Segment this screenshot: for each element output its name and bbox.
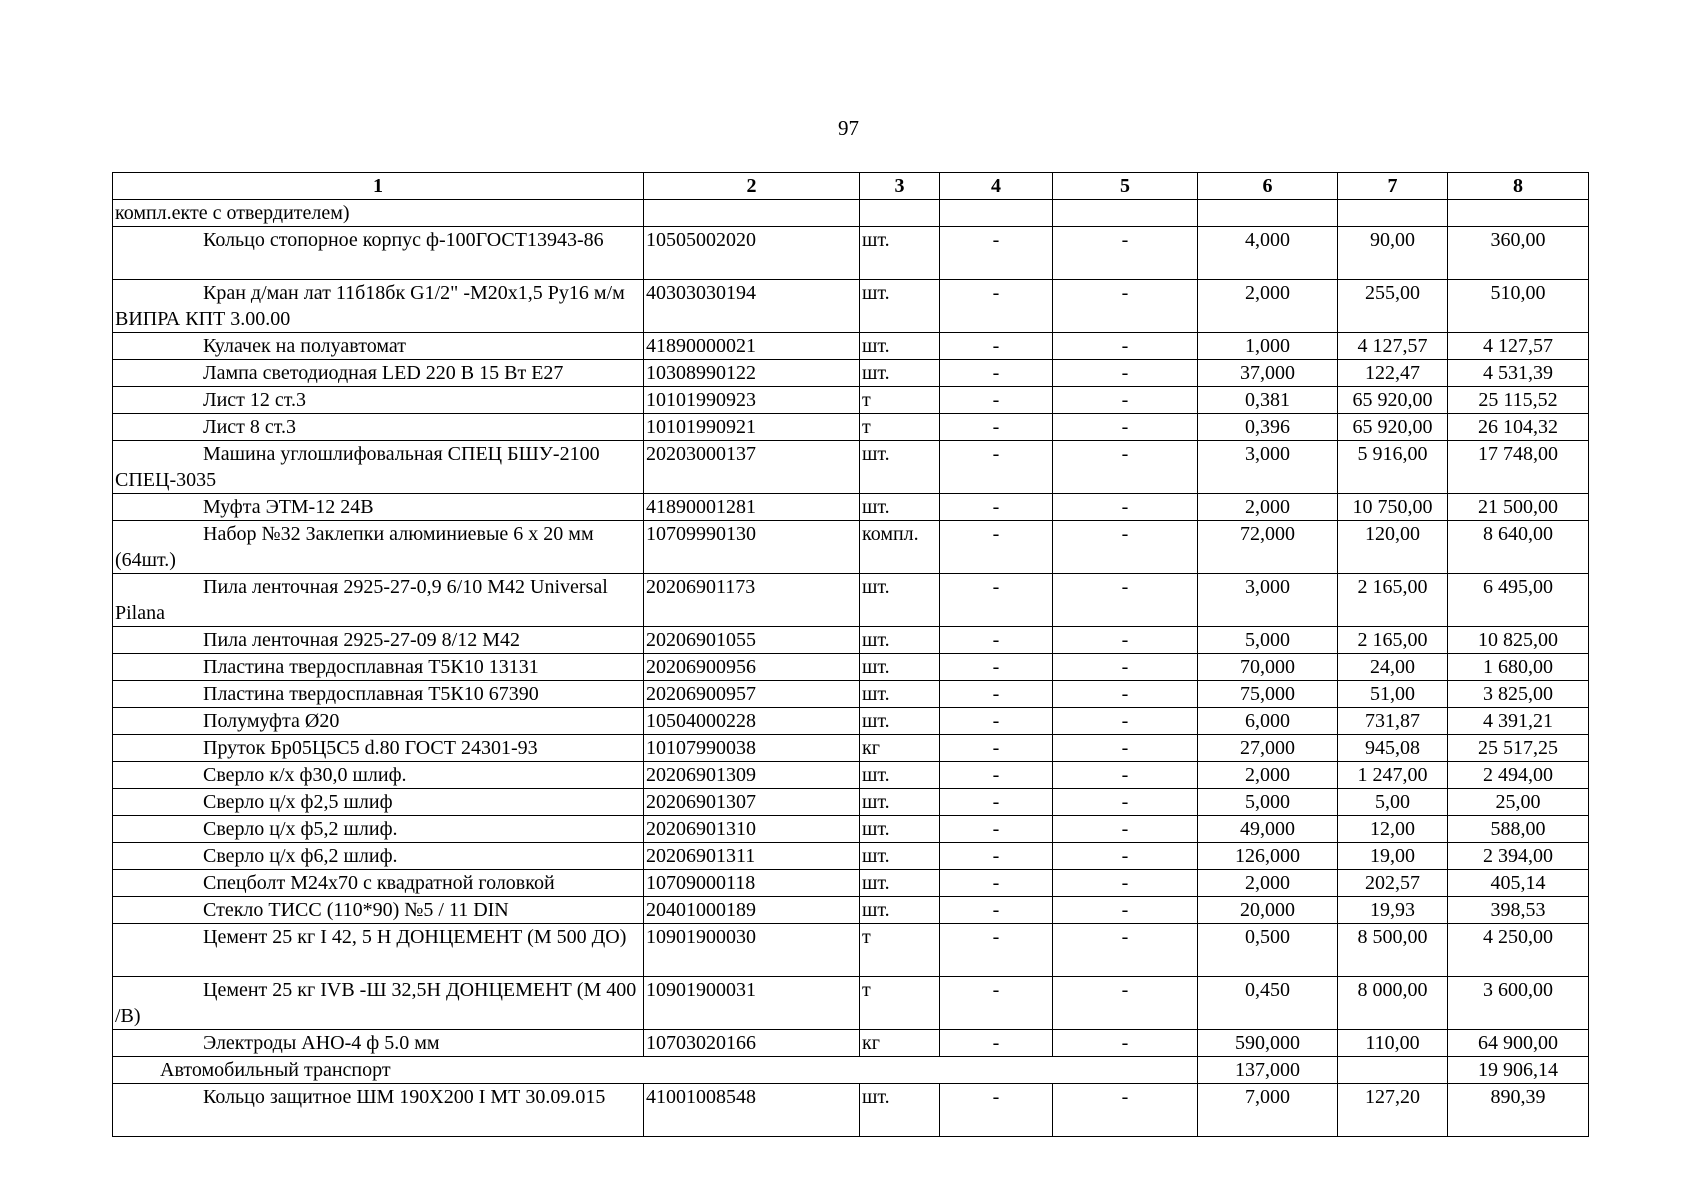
item-price: 5,00 bbox=[1338, 789, 1448, 816]
item-price: 65 920,00 bbox=[1338, 387, 1448, 414]
item-unit: кг bbox=[860, 1030, 940, 1057]
table-row bbox=[113, 280, 1589, 333]
item-sum: 64 900,00 bbox=[1448, 1030, 1589, 1057]
item-price: 10 750,00 bbox=[1338, 494, 1448, 521]
item-col4: - bbox=[940, 360, 1053, 387]
continuation-text: компл.екте с отвердителем) bbox=[113, 200, 644, 227]
item-price: 120,00 bbox=[1338, 521, 1448, 574]
item-unit: шт. bbox=[860, 227, 940, 280]
item-unit: шт. bbox=[860, 789, 940, 816]
item-qty: 126,000 bbox=[1198, 843, 1338, 870]
section-title bbox=[113, 1057, 1198, 1084]
item-price: 2 165,00 bbox=[1338, 574, 1448, 627]
item-sum: 17 748,00 bbox=[1448, 441, 1589, 494]
item-price: 12,00 bbox=[1338, 816, 1448, 843]
item-unit: шт. bbox=[860, 1084, 940, 1137]
item-unit: шт. bbox=[860, 870, 940, 897]
item-col5: - bbox=[1053, 924, 1198, 977]
item-name-text: Стекло ТИСС (110*90) №5 / 11 DIN bbox=[203, 899, 509, 921]
item-col5: - bbox=[1053, 654, 1198, 681]
column-header: 3 bbox=[860, 173, 940, 200]
item-code: 20206901307 bbox=[644, 789, 860, 816]
item-sum: 6 495,00 bbox=[1448, 574, 1589, 627]
item-name bbox=[113, 816, 644, 843]
table-row bbox=[113, 627, 1589, 654]
column-header: 5 bbox=[1053, 173, 1198, 200]
item-name-text: Кран д/ман лат 11б18бк G1/2" -М20х1,5 Ру16 м/м ВИПРА КПТ 3.00.00 bbox=[115, 282, 625, 330]
item-price: 8 500,00 bbox=[1338, 924, 1448, 977]
item-qty: 6,000 bbox=[1198, 708, 1338, 735]
item-sum: 588,00 bbox=[1448, 816, 1589, 843]
column-header: 7 bbox=[1338, 173, 1448, 200]
item-price: 19,00 bbox=[1338, 843, 1448, 870]
table-body bbox=[113, 200, 1589, 1137]
item-unit: т bbox=[860, 414, 940, 441]
item-qty: 20,000 bbox=[1198, 897, 1338, 924]
item-name bbox=[113, 441, 644, 494]
item-name bbox=[113, 708, 644, 735]
item-qty: 0,396 bbox=[1198, 414, 1338, 441]
item-price: 2 165,00 bbox=[1338, 627, 1448, 654]
item-code: 10504000228 bbox=[644, 708, 860, 735]
item-unit: шт. bbox=[860, 441, 940, 494]
item-qty: 1,000 bbox=[1198, 333, 1338, 360]
table-row bbox=[113, 333, 1589, 360]
item-name-text: Спецболт М24х70 с квадратной головкой bbox=[203, 872, 555, 894]
item-name bbox=[113, 789, 644, 816]
item-price: 122,47 bbox=[1338, 360, 1448, 387]
item-col4: - bbox=[940, 414, 1053, 441]
item-price: 24,00 bbox=[1338, 654, 1448, 681]
table-row bbox=[113, 494, 1589, 521]
page-number: 97 bbox=[838, 116, 859, 140]
item-sum: 510,00 bbox=[1448, 280, 1589, 333]
item-name-text: Пластина твердосплавная Т5К10 13131 bbox=[203, 656, 539, 678]
item-name bbox=[113, 924, 644, 977]
item-unit: шт. bbox=[860, 494, 940, 521]
item-col5: - bbox=[1053, 870, 1198, 897]
item-col5: - bbox=[1053, 441, 1198, 494]
column-header: 6 bbox=[1198, 173, 1338, 200]
item-name-text: Сверло к/х ф30,0 шлиф. bbox=[203, 764, 407, 786]
item-name bbox=[113, 360, 644, 387]
item-name-text: Машина углошлифовальная СПЕЦ БШУ-2100 СПЕЦ-3035 bbox=[115, 443, 600, 491]
item-code: 10107990038 bbox=[644, 735, 860, 762]
item-code: 41890001281 bbox=[644, 494, 860, 521]
table-row bbox=[113, 387, 1589, 414]
item-qty: 2,000 bbox=[1198, 494, 1338, 521]
item-col5: - bbox=[1053, 494, 1198, 521]
table-row bbox=[113, 654, 1589, 681]
item-name bbox=[113, 494, 644, 521]
item-unit: т bbox=[860, 924, 940, 977]
item-price: 51,00 bbox=[1338, 681, 1448, 708]
item-unit: т bbox=[860, 977, 940, 1030]
item-name bbox=[113, 762, 644, 789]
item-unit: компл. bbox=[860, 521, 940, 574]
item-sum: 4 127,57 bbox=[1448, 333, 1589, 360]
header-row bbox=[113, 173, 1589, 200]
table-row bbox=[113, 360, 1589, 387]
item-col4: - bbox=[940, 1030, 1053, 1057]
item-name bbox=[113, 681, 644, 708]
item-col4: - bbox=[940, 762, 1053, 789]
item-unit: шт. bbox=[860, 627, 940, 654]
table-row bbox=[113, 789, 1589, 816]
item-col5: - bbox=[1053, 360, 1198, 387]
item-code: 20206901173 bbox=[644, 574, 860, 627]
item-col5: - bbox=[1053, 387, 1198, 414]
item-price: 202,57 bbox=[1338, 870, 1448, 897]
item-code: 40303030194 bbox=[644, 280, 860, 333]
item-qty: 70,000 bbox=[1198, 654, 1338, 681]
table-row bbox=[113, 762, 1589, 789]
section-row bbox=[113, 1057, 1589, 1084]
item-name bbox=[113, 654, 644, 681]
table-row bbox=[113, 414, 1589, 441]
item-col5: - bbox=[1053, 816, 1198, 843]
item-price: 8 000,00 bbox=[1338, 977, 1448, 1030]
column-header: 1 bbox=[113, 173, 644, 200]
item-name bbox=[113, 387, 644, 414]
item-col5: - bbox=[1053, 977, 1198, 1030]
item-col4: - bbox=[940, 735, 1053, 762]
table-row bbox=[113, 816, 1589, 843]
item-name-text: Пруток Бр05Ц5С5 d.80 ГОСТ 24301-93 bbox=[203, 737, 538, 759]
item-price: 65 920,00 bbox=[1338, 414, 1448, 441]
item-code: 20203000137 bbox=[644, 441, 860, 494]
item-unit: шт. bbox=[860, 574, 940, 627]
item-code: 10505002020 bbox=[644, 227, 860, 280]
item-qty: 2,000 bbox=[1198, 280, 1338, 333]
item-name bbox=[113, 735, 644, 762]
item-col4: - bbox=[940, 333, 1053, 360]
item-sum: 4 391,21 bbox=[1448, 708, 1589, 735]
item-qty: 0,500 bbox=[1198, 924, 1338, 977]
item-code: 10901900030 bbox=[644, 924, 860, 977]
item-qty: 72,000 bbox=[1198, 521, 1338, 574]
item-name bbox=[113, 333, 644, 360]
table-row bbox=[113, 521, 1589, 574]
item-name-text: Пластина твердосплавная Т5К10 67390 bbox=[203, 683, 539, 705]
item-price: 945,08 bbox=[1338, 735, 1448, 762]
item-col4: - bbox=[940, 227, 1053, 280]
item-col4: - bbox=[940, 441, 1053, 494]
item-unit: шт. bbox=[860, 843, 940, 870]
item-price: 1 247,00 bbox=[1338, 762, 1448, 789]
item-col5: - bbox=[1053, 735, 1198, 762]
item-name-text: Цемент 25 кг IVB -Ш 32,5Н ДОНЦЕМЕНТ (М 400 /В) bbox=[115, 979, 637, 1027]
item-sum: 4 250,00 bbox=[1448, 924, 1589, 977]
item-sum: 3 600,00 bbox=[1448, 977, 1589, 1030]
item-col4: - bbox=[940, 789, 1053, 816]
item-code: 10709000118 bbox=[644, 870, 860, 897]
table-row bbox=[113, 441, 1589, 494]
item-col5: - bbox=[1053, 414, 1198, 441]
item-code: 20206901310 bbox=[644, 816, 860, 843]
item-qty: 5,000 bbox=[1198, 789, 1338, 816]
item-unit: шт. bbox=[860, 816, 940, 843]
item-name-text: Сверло ц/х ф6,2 шлиф. bbox=[203, 845, 398, 867]
item-price: 4 127,57 bbox=[1338, 333, 1448, 360]
item-sum: 26 104,32 bbox=[1448, 414, 1589, 441]
item-qty: 0,450 bbox=[1198, 977, 1338, 1030]
item-code: 10101990921 bbox=[644, 414, 860, 441]
item-unit: шт. bbox=[860, 654, 940, 681]
item-name bbox=[113, 870, 644, 897]
item-col5: - bbox=[1053, 1084, 1198, 1137]
item-name-text: Набор №32 Заклепки алюминиевые 6 х 20 мм (64шт.) bbox=[115, 523, 594, 571]
table-row bbox=[113, 897, 1589, 924]
item-sum: 3 825,00 bbox=[1448, 681, 1589, 708]
continuation-row bbox=[113, 200, 1589, 227]
item-col5: - bbox=[1053, 1030, 1198, 1057]
column-header: 2 bbox=[644, 173, 860, 200]
section-price bbox=[1338, 1057, 1448, 1084]
item-code: 10709990130 bbox=[644, 521, 860, 574]
column-header: 8 bbox=[1448, 173, 1589, 200]
item-name-text: Кольцо защитное ШМ 190Х200 I МТ 30.09.015 bbox=[203, 1086, 606, 1108]
item-qty: 2,000 bbox=[1198, 870, 1338, 897]
item-unit: кг bbox=[860, 735, 940, 762]
item-name bbox=[113, 414, 644, 441]
item-unit: шт. bbox=[860, 708, 940, 735]
item-sum: 25 517,25 bbox=[1448, 735, 1589, 762]
item-name-text: Лист 8 ст.3 bbox=[203, 416, 296, 438]
item-code: 20206900956 bbox=[644, 654, 860, 681]
item-col4: - bbox=[940, 521, 1053, 574]
item-code: 20206901309 bbox=[644, 762, 860, 789]
section-qty: 137,000 bbox=[1198, 1057, 1338, 1084]
item-name bbox=[113, 1084, 644, 1137]
item-col5: - bbox=[1053, 843, 1198, 870]
item-qty: 4,000 bbox=[1198, 227, 1338, 280]
item-sum: 2 394,00 bbox=[1448, 843, 1589, 870]
item-code: 41001008548 bbox=[644, 1084, 860, 1137]
item-col5: - bbox=[1053, 708, 1198, 735]
item-code: 10101990923 bbox=[644, 387, 860, 414]
table-row bbox=[113, 870, 1589, 897]
item-price: 127,20 bbox=[1338, 1084, 1448, 1137]
item-qty: 590,000 bbox=[1198, 1030, 1338, 1057]
item-name bbox=[113, 897, 644, 924]
table-row bbox=[113, 574, 1589, 627]
item-col5: - bbox=[1053, 521, 1198, 574]
item-col4: - bbox=[940, 870, 1053, 897]
item-unit: шт. bbox=[860, 333, 940, 360]
item-unit: т bbox=[860, 387, 940, 414]
item-name-text: Сверло ц/х ф2,5 шлиф bbox=[203, 791, 393, 813]
item-col4: - bbox=[940, 494, 1053, 521]
item-code: 20206901311 bbox=[644, 843, 860, 870]
item-sum: 4 531,39 bbox=[1448, 360, 1589, 387]
item-col4: - bbox=[940, 708, 1053, 735]
item-price: 19,93 bbox=[1338, 897, 1448, 924]
table-row bbox=[113, 227, 1589, 280]
item-code: 10901900031 bbox=[644, 977, 860, 1030]
item-price: 731,87 bbox=[1338, 708, 1448, 735]
item-name bbox=[113, 574, 644, 627]
item-col4: - bbox=[940, 627, 1053, 654]
table-row bbox=[113, 735, 1589, 762]
item-name bbox=[113, 843, 644, 870]
table-row bbox=[113, 708, 1589, 735]
item-name bbox=[113, 280, 644, 333]
item-qty: 75,000 bbox=[1198, 681, 1338, 708]
table-row bbox=[113, 1030, 1589, 1057]
item-sum: 405,14 bbox=[1448, 870, 1589, 897]
item-sum: 360,00 bbox=[1448, 227, 1589, 280]
item-name-text: Пила ленточная 2925-27-09 8/12 М42 bbox=[203, 629, 521, 651]
item-col4: - bbox=[940, 816, 1053, 843]
items-table bbox=[112, 172, 1589, 1137]
section-title-text: Автомобильный транспорт bbox=[160, 1059, 391, 1081]
item-col5: - bbox=[1053, 627, 1198, 654]
item-sum: 2 494,00 bbox=[1448, 762, 1589, 789]
item-sum: 25 115,52 bbox=[1448, 387, 1589, 414]
item-unit: шт. bbox=[860, 360, 940, 387]
item-qty: 3,000 bbox=[1198, 441, 1338, 494]
item-name-text: Муфта ЭТМ-12 24В bbox=[203, 496, 374, 518]
item-price: 255,00 bbox=[1338, 280, 1448, 333]
item-qty: 0,381 bbox=[1198, 387, 1338, 414]
item-sum: 8 640,00 bbox=[1448, 521, 1589, 574]
item-col4: - bbox=[940, 387, 1053, 414]
item-col4: - bbox=[940, 977, 1053, 1030]
item-unit: шт. bbox=[860, 681, 940, 708]
item-qty: 3,000 bbox=[1198, 574, 1338, 627]
item-qty: 2,000 bbox=[1198, 762, 1338, 789]
item-qty: 27,000 bbox=[1198, 735, 1338, 762]
item-code: 10308990122 bbox=[644, 360, 860, 387]
item-col5: - bbox=[1053, 762, 1198, 789]
item-col4: - bbox=[940, 280, 1053, 333]
item-col4: - bbox=[940, 681, 1053, 708]
item-col4: - bbox=[940, 924, 1053, 977]
item-col5: - bbox=[1053, 333, 1198, 360]
table-row bbox=[113, 843, 1589, 870]
item-col5: - bbox=[1053, 789, 1198, 816]
item-col5: - bbox=[1053, 574, 1198, 627]
item-code: 20401000189 bbox=[644, 897, 860, 924]
item-price: 90,00 bbox=[1338, 227, 1448, 280]
item-code: 10703020166 bbox=[644, 1030, 860, 1057]
item-sum: 1 680,00 bbox=[1448, 654, 1589, 681]
item-sum: 21 500,00 bbox=[1448, 494, 1589, 521]
item-price: 110,00 bbox=[1338, 1030, 1448, 1057]
item-col5: - bbox=[1053, 280, 1198, 333]
item-name-text: Лампа светодиодная LED 220 В 15 Вт Е27 bbox=[203, 362, 564, 384]
item-name-text: Пила ленточная 2925-27-0,9 6/10 М42 Universal Pilana bbox=[115, 576, 608, 624]
table-row bbox=[113, 977, 1589, 1030]
item-qty: 5,000 bbox=[1198, 627, 1338, 654]
item-name bbox=[113, 1030, 644, 1057]
item-price: 5 916,00 bbox=[1338, 441, 1448, 494]
column-header: 4 bbox=[940, 173, 1053, 200]
item-name-text: Цемент 25 кг I 42, 5 Н ДОНЦЕМЕНТ (М 500 ДО) bbox=[203, 926, 627, 948]
item-col5: - bbox=[1053, 897, 1198, 924]
item-qty: 49,000 bbox=[1198, 816, 1338, 843]
item-name-text: Кольцо стопорное корпус ф-100ГОСТ13943-86 bbox=[203, 229, 604, 251]
item-sum: 25,00 bbox=[1448, 789, 1589, 816]
table-row bbox=[113, 1084, 1589, 1137]
table-row bbox=[113, 924, 1589, 977]
item-unit: шт. bbox=[860, 280, 940, 333]
item-col4: - bbox=[940, 574, 1053, 627]
item-unit: шт. bbox=[860, 897, 940, 924]
item-code: 20206901055 bbox=[644, 627, 860, 654]
section-sum: 19 906,14 bbox=[1448, 1057, 1589, 1084]
table-row bbox=[113, 681, 1589, 708]
item-sum: 890,39 bbox=[1448, 1084, 1589, 1137]
item-unit: шт. bbox=[860, 762, 940, 789]
item-col5: - bbox=[1053, 681, 1198, 708]
item-code: 41890000021 bbox=[644, 333, 860, 360]
item-qty: 7,000 bbox=[1198, 1084, 1338, 1137]
item-name bbox=[113, 627, 644, 654]
item-sum: 398,53 bbox=[1448, 897, 1589, 924]
item-sum: 10 825,00 bbox=[1448, 627, 1589, 654]
item-col4: - bbox=[940, 1084, 1053, 1137]
item-col5: - bbox=[1053, 227, 1198, 280]
item-name-text: Лист 12 ст.3 bbox=[203, 389, 306, 411]
item-name bbox=[113, 521, 644, 574]
item-code: 20206900957 bbox=[644, 681, 860, 708]
item-name-text: Кулачек на полуавтомат bbox=[203, 335, 406, 357]
item-col4: - bbox=[940, 897, 1053, 924]
item-name-text: Электроды АНО-4 ф 5.0 мм bbox=[203, 1032, 440, 1054]
item-name-text: Сверло ц/х ф5,2 шлиф. bbox=[203, 818, 398, 840]
item-name bbox=[113, 977, 644, 1030]
item-name bbox=[113, 227, 644, 280]
item-name-text: Полумуфта Ø20 bbox=[203, 710, 340, 732]
item-col4: - bbox=[940, 654, 1053, 681]
item-qty: 37,000 bbox=[1198, 360, 1338, 387]
item-col4: - bbox=[940, 843, 1053, 870]
